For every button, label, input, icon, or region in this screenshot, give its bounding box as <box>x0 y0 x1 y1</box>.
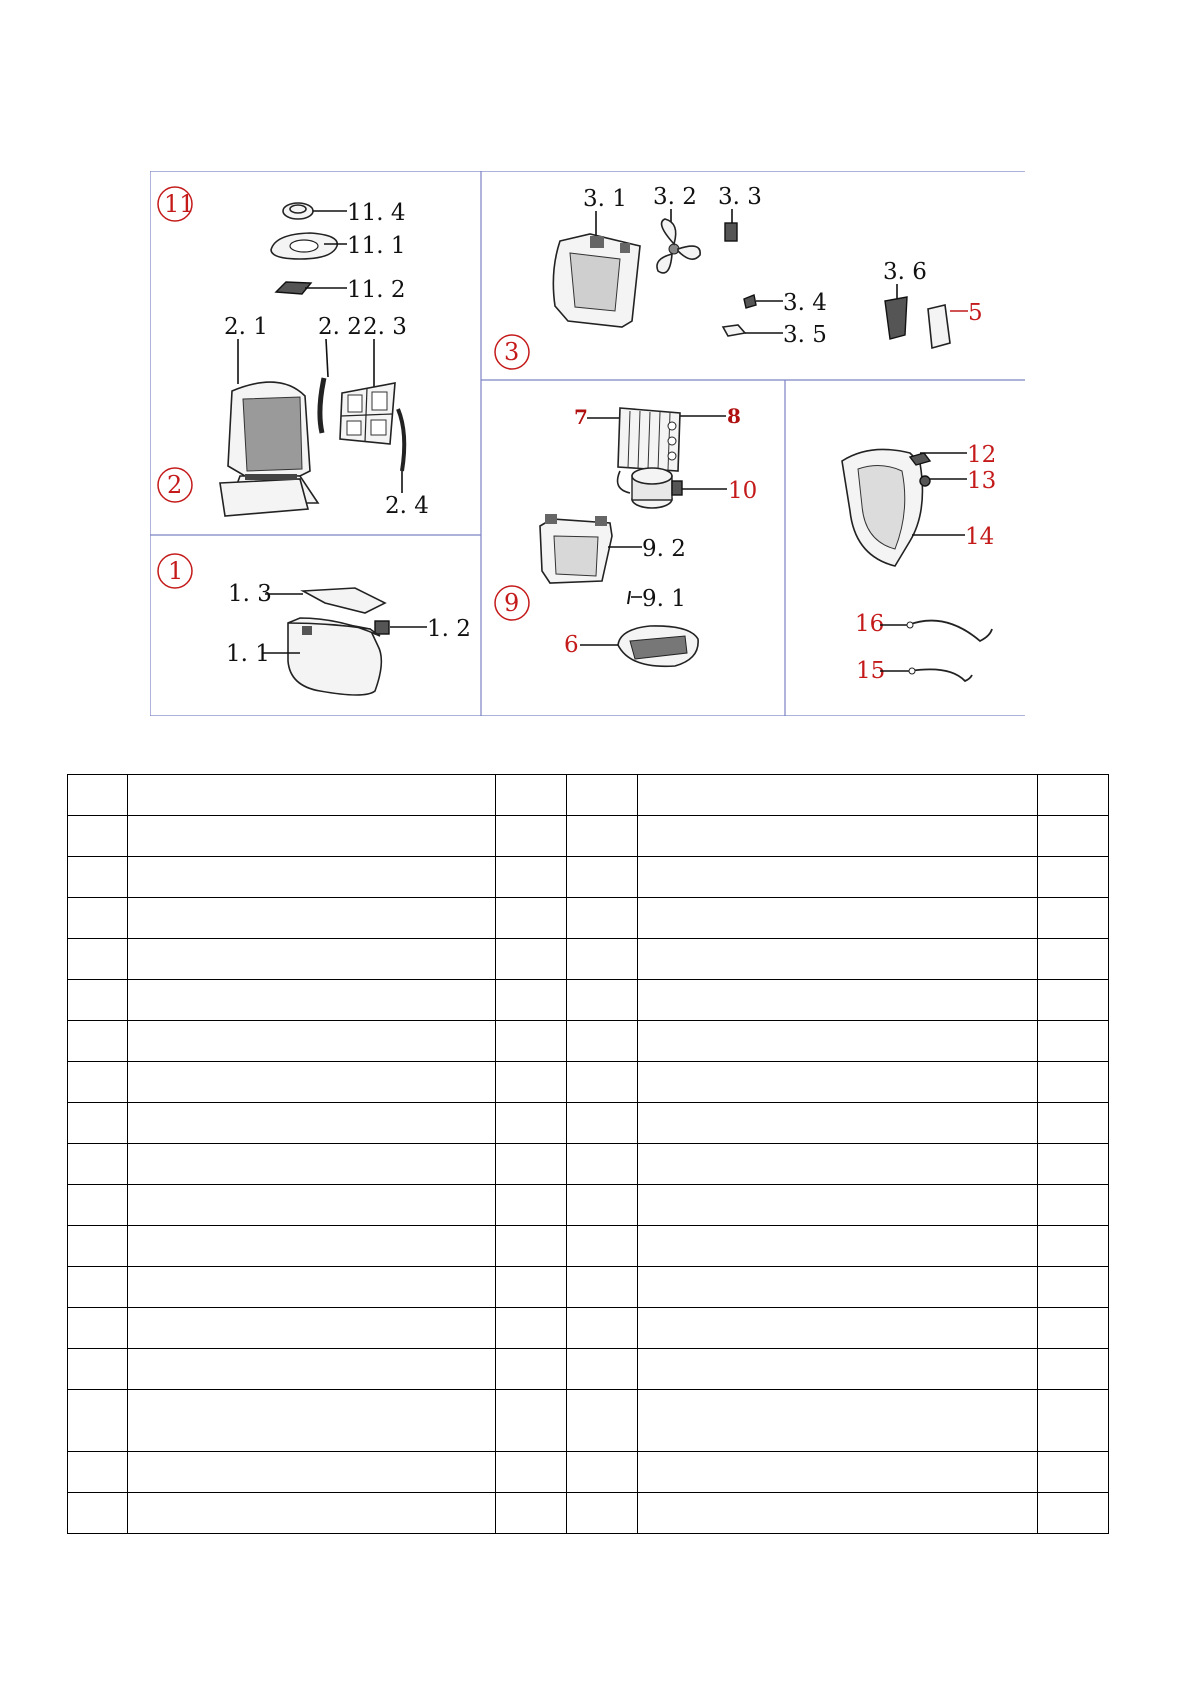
callout-12: 12 <box>967 442 997 468</box>
table-cell <box>567 1452 638 1493</box>
table-row <box>68 1349 1109 1390</box>
table-cell <box>1038 816 1109 857</box>
table-row <box>68 816 1109 857</box>
table-cell <box>638 1021 1038 1062</box>
table-cell <box>638 1144 1038 1185</box>
table-cell <box>496 1308 567 1349</box>
table-row <box>68 857 1109 898</box>
part-3-3-motor <box>725 223 737 241</box>
table-cell <box>567 980 638 1021</box>
table-cell <box>68 816 128 857</box>
table-cell <box>638 1349 1038 1390</box>
table-cell <box>496 1349 567 1390</box>
part-1-2-float <box>375 621 389 634</box>
table-cell <box>1038 1452 1109 1493</box>
table-cell <box>567 898 638 939</box>
part-2-3-filter <box>340 383 395 444</box>
table-cell <box>638 1103 1038 1144</box>
table-cell <box>128 857 496 898</box>
callout-3-2: 3. 2 <box>653 184 697 210</box>
parts-list-table <box>67 774 1109 1534</box>
table-cell <box>496 1021 567 1062</box>
table-cell <box>128 816 496 857</box>
table-cell <box>68 1493 128 1534</box>
table-cell <box>68 1021 128 1062</box>
table-cell <box>567 1021 638 1062</box>
table-cell <box>638 898 1038 939</box>
table-cell <box>638 1452 1038 1493</box>
part-15-connector <box>909 668 915 674</box>
table-cell <box>1038 898 1109 939</box>
table-cell <box>1038 1390 1109 1452</box>
part-10-compressor <box>618 468 682 508</box>
table-cell <box>1038 939 1109 980</box>
table-cell <box>128 775 496 816</box>
panel-top-left <box>158 187 429 519</box>
callout-11-4: 11. 4 <box>347 200 406 226</box>
group-number-1: 1 <box>168 557 184 585</box>
table-cell <box>1038 1267 1109 1308</box>
group-number-2: 2 <box>167 471 183 499</box>
table-cell <box>496 816 567 857</box>
table-cell <box>496 1062 567 1103</box>
part-5-cover <box>928 305 950 348</box>
table-cell <box>567 775 638 816</box>
callout-1-2: 1. 2 <box>427 616 471 642</box>
callout-9-1: 9. 1 <box>642 586 686 612</box>
part-3-5-pad <box>723 325 745 336</box>
callout-2-4: 2. 4 <box>385 493 429 519</box>
table-cell <box>496 898 567 939</box>
table-cell <box>638 939 1038 980</box>
callout-8: 8 <box>727 404 741 428</box>
table-cell <box>68 775 128 816</box>
table-cell <box>68 898 128 939</box>
table-cell <box>128 1103 496 1144</box>
part-9-1-pin <box>628 591 630 604</box>
table-cell <box>68 1349 128 1390</box>
table-row <box>68 1267 1109 1308</box>
table-cell <box>567 1103 638 1144</box>
part-2-4-rail <box>398 409 404 471</box>
callout-3-4: 3. 4 <box>783 290 827 316</box>
table-cell <box>128 1390 496 1452</box>
table-cell <box>496 939 567 980</box>
table-row <box>68 1226 1109 1267</box>
table-cell <box>68 1185 128 1226</box>
table-cell <box>496 1226 567 1267</box>
table-cell <box>1038 1185 1109 1226</box>
callout-2-3: 2. 3 <box>363 314 407 340</box>
table-cell <box>567 1062 638 1103</box>
table-cell <box>567 816 638 857</box>
callout-9-2: 9. 2 <box>642 536 686 562</box>
part-9-2-bracket <box>540 514 612 583</box>
panel-bottom-middle <box>495 404 757 666</box>
table-cell <box>128 1021 496 1062</box>
part-1-3-cover <box>303 588 385 613</box>
table-cell <box>638 1062 1038 1103</box>
exploded-parts-diagram <box>150 171 1025 716</box>
part-11-4-knob-top <box>290 205 306 213</box>
table-cell <box>496 1493 567 1534</box>
table-cell <box>638 1185 1038 1226</box>
table-cell <box>496 1103 567 1144</box>
part-11-1-opening <box>290 240 318 252</box>
table-cell <box>567 1308 638 1349</box>
part-6-base-tray <box>618 626 698 666</box>
table-cell <box>68 980 128 1021</box>
table-cell <box>496 1452 567 1493</box>
table-cell <box>1038 1493 1109 1534</box>
parts-list-body <box>68 775 1109 1534</box>
table-cell <box>567 1267 638 1308</box>
table-cell <box>128 1267 496 1308</box>
table-cell <box>128 898 496 939</box>
panel-bottom-right <box>842 442 996 684</box>
table-row <box>68 980 1109 1021</box>
table-cell <box>68 1308 128 1349</box>
panel-top-right <box>495 184 983 369</box>
callout-1-1: 1. 1 <box>226 641 270 667</box>
callout-11-2: 11. 2 <box>347 277 406 303</box>
part-7-8-evaporator-condenser <box>618 408 680 471</box>
table-cell <box>1038 1103 1109 1144</box>
table-cell <box>567 1226 638 1267</box>
table-cell <box>68 1062 128 1103</box>
callout-7: 7 <box>574 405 588 429</box>
table-cell <box>638 1226 1038 1267</box>
table-cell <box>1038 1062 1109 1103</box>
callout-11-1: 11. 1 <box>347 233 406 259</box>
callout-1-3: 1. 3 <box>228 581 272 607</box>
table-cell <box>1038 775 1109 816</box>
part-3-4-switch <box>744 295 756 308</box>
callout-2-1: 2. 1 <box>224 314 268 340</box>
lead-2-2 <box>326 339 328 377</box>
part-1-1-water-tank <box>288 618 381 695</box>
table-cell <box>68 1267 128 1308</box>
table-cell <box>68 1452 128 1493</box>
part-16-power-cord <box>908 621 992 641</box>
callout-3-1: 3. 1 <box>583 186 627 212</box>
table-cell <box>496 1390 567 1452</box>
table-cell <box>128 1185 496 1226</box>
table-cell <box>128 939 496 980</box>
table-cell <box>1038 980 1109 1021</box>
table-row <box>68 1452 1109 1493</box>
table-cell <box>496 775 567 816</box>
table-cell <box>128 1226 496 1267</box>
table-cell <box>128 1062 496 1103</box>
part-3-2-fan-blade <box>657 219 700 273</box>
callout-3-6: 3. 6 <box>883 259 927 285</box>
table-cell <box>638 1308 1038 1349</box>
table-cell <box>567 1349 638 1390</box>
table-cell <box>638 857 1038 898</box>
group-number-11: 11 <box>164 190 195 218</box>
table-cell <box>567 939 638 980</box>
table-row <box>68 939 1109 980</box>
panel-bottom-left <box>158 554 471 695</box>
callout-14: 14 <box>965 524 995 550</box>
table-cell <box>68 1103 128 1144</box>
table-cell <box>128 1493 496 1534</box>
part-3-1-fan-housing <box>553 234 640 327</box>
callout-5: 5 <box>968 300 983 326</box>
part-13-grommet <box>920 476 930 486</box>
table-cell <box>638 1493 1038 1534</box>
callout-15: 15 <box>856 658 886 684</box>
table-cell <box>128 1452 496 1493</box>
table-cell <box>128 1144 496 1185</box>
part-14-rear-housing <box>842 449 922 566</box>
table-cell <box>1038 857 1109 898</box>
table-cell <box>496 1185 567 1226</box>
table-cell <box>638 980 1038 1021</box>
group-number-9: 9 <box>504 589 520 617</box>
table-cell <box>68 1390 128 1452</box>
table-cell <box>567 1185 638 1226</box>
table-row <box>68 1021 1109 1062</box>
table-cell <box>128 980 496 1021</box>
table-cell <box>1038 1308 1109 1349</box>
table-cell <box>638 1390 1038 1452</box>
table-cell <box>128 1349 496 1390</box>
table-cell <box>496 980 567 1021</box>
table-cell <box>638 1267 1038 1308</box>
table-cell <box>567 1390 638 1452</box>
table-row <box>68 1103 1109 1144</box>
table-row <box>68 1185 1109 1226</box>
callout-3-5: 3. 5 <box>783 322 827 348</box>
table-row <box>68 1493 1109 1534</box>
table-cell <box>68 1144 128 1185</box>
table-cell <box>496 857 567 898</box>
table-cell <box>128 1308 496 1349</box>
part-3-6-control-board <box>885 297 907 339</box>
part-15-cable <box>910 669 972 681</box>
table-cell <box>496 1144 567 1185</box>
table-row <box>68 1390 1109 1452</box>
table-cell <box>567 1144 638 1185</box>
callout-10: 10 <box>728 478 758 504</box>
table-cell <box>68 1226 128 1267</box>
callout-3-3: 3. 3 <box>718 184 762 210</box>
table-cell <box>638 816 1038 857</box>
table-cell <box>1038 1226 1109 1267</box>
table-cell <box>496 1267 567 1308</box>
table-cell <box>567 857 638 898</box>
callout-6: 6 <box>564 632 579 658</box>
table-cell <box>1038 1144 1109 1185</box>
group-number-3: 3 <box>504 338 520 366</box>
table-row <box>68 1144 1109 1185</box>
table-cell <box>68 857 128 898</box>
table-cell <box>567 1493 638 1534</box>
callout-2-2: 2. 2 <box>318 314 362 340</box>
table-row <box>68 1308 1109 1349</box>
table-cell <box>1038 1021 1109 1062</box>
part-16-connector <box>907 622 913 628</box>
callout-13: 13 <box>967 468 997 494</box>
part-2-2-strip <box>320 378 324 433</box>
table-cell <box>1038 1349 1109 1390</box>
table-row <box>68 1062 1109 1103</box>
part-2-1-front-housing <box>220 382 318 516</box>
callout-16: 16 <box>855 611 885 637</box>
table-cell <box>638 775 1038 816</box>
table-row <box>68 775 1109 816</box>
table-cell <box>68 939 128 980</box>
table-row <box>68 898 1109 939</box>
